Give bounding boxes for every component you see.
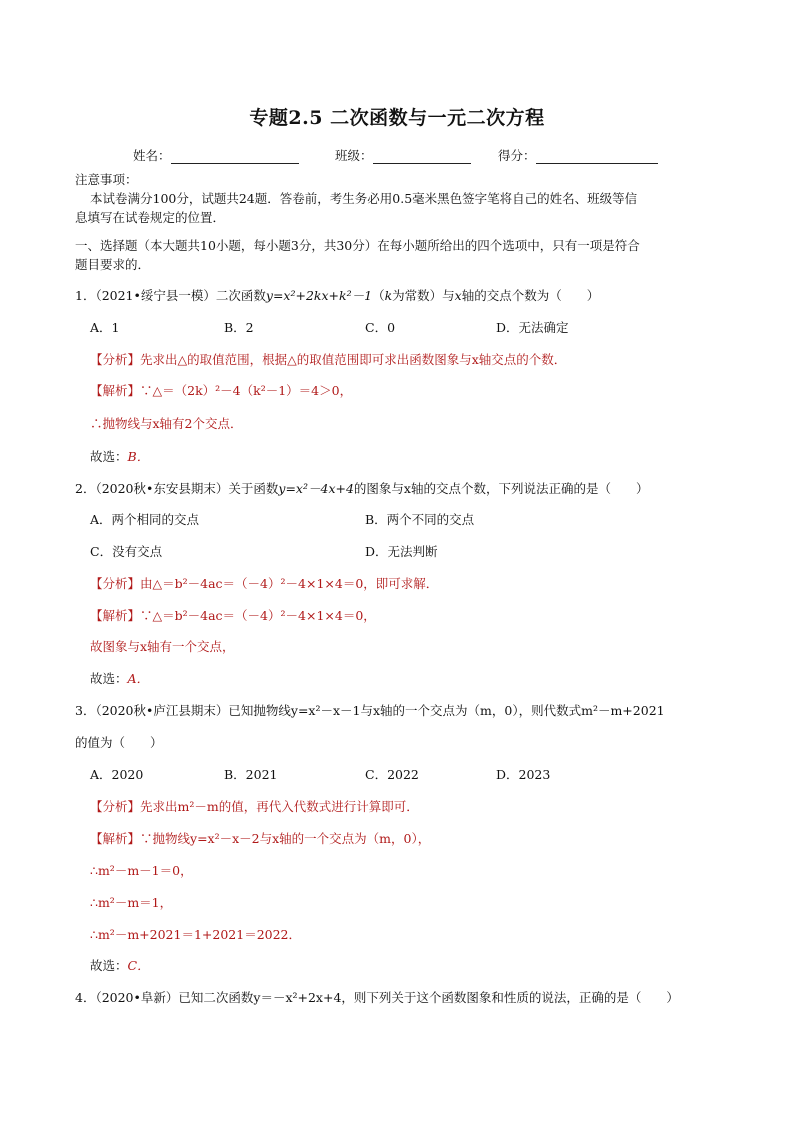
q1-stem bbox=[75, 288, 599, 304]
q3-step-1: ∴m²－m－1＝0， bbox=[90, 863, 193, 878]
class-blank[interactable] bbox=[373, 150, 471, 164]
q2-stem-formula: y=x²－4x+4 bbox=[278, 481, 354, 496]
q3-analysis-text: 先求出m²－m的值，再代入代数式进行计算即可． bbox=[140, 799, 419, 814]
q3-option-a[interactable]: A．2020 bbox=[90, 767, 144, 782]
q3-solution-tag: 【解析】 bbox=[90, 831, 141, 846]
q2-option-d[interactable]: D．无法判断 bbox=[365, 544, 438, 559]
q3-stem-line-1: 3．（2020秋•庐江县期末）已知抛物线y=x²－x－1与x轴的一个交点为（m，0），则代数式m²－m+2021 bbox=[75, 703, 665, 718]
q2-option-c[interactable]: C．没有交点 bbox=[90, 544, 163, 559]
q2-stem bbox=[75, 481, 648, 497]
q1-solution-tag: 【解析】 bbox=[90, 383, 141, 398]
q3-solution-text: ∵抛物线y=x²－x－2与x轴的一个交点为（m，0）， bbox=[140, 831, 431, 846]
section-heading-line-1: 一、选择题（本大题共10小题，每小题3分，共30分）在每小题所给出的四个选项中，只有一项是符合 bbox=[75, 238, 640, 253]
class-field[interactable] bbox=[335, 146, 471, 164]
notice-line-2: 息填写在试卷规定的位置． bbox=[75, 210, 226, 225]
q1-stem-prefix: 1．（2021•绥宁县一模）二次函数 bbox=[75, 288, 266, 303]
q1-option-a[interactable]: A．1 bbox=[90, 320, 120, 335]
q1-analysis bbox=[90, 352, 566, 368]
q2-option-b[interactable]: B．两个不同的交点 bbox=[365, 512, 475, 527]
score-label: 得分： bbox=[498, 148, 536, 163]
q3-answer-value: C． bbox=[127, 958, 150, 973]
name-field[interactable] bbox=[133, 146, 299, 164]
q2-stem-suffix: 的图象与x轴的交点个数，下列说法正确的是（ ） bbox=[353, 481, 649, 496]
q3-answer-prefix: 故选： bbox=[90, 958, 128, 973]
q3-step-2: ∴m²－m＝1， bbox=[90, 895, 173, 910]
q1-solution bbox=[90, 383, 352, 399]
page-title: 专题2.5 二次函数与一元二次方程 bbox=[249, 107, 545, 129]
q3-option-b[interactable]: B．2021 bbox=[224, 767, 278, 782]
q3-option-d[interactable]: D．2023 bbox=[496, 767, 551, 782]
q3-answer bbox=[90, 958, 150, 974]
q3-solution bbox=[90, 831, 430, 847]
q2-step-1: 故图象与x轴有一个交点， bbox=[90, 639, 235, 654]
q1-stem-k: k bbox=[384, 288, 393, 303]
q3-analysis bbox=[90, 799, 419, 815]
q2-analysis-tag: 【分析】 bbox=[90, 576, 141, 591]
q2-stem-prefix: 2．（2020秋•东安县期末）关于函数 bbox=[75, 481, 279, 496]
section-heading-line-2: 题目要求的． bbox=[75, 257, 151, 272]
q3-option-c[interactable]: C．2022 bbox=[365, 767, 419, 782]
q1-option-d[interactable]: D．无法确定 bbox=[496, 320, 569, 335]
q2-solution bbox=[90, 608, 376, 624]
name-blank[interactable] bbox=[171, 150, 299, 164]
q1-analysis-tag: 【分析】 bbox=[90, 352, 141, 367]
q4-stem: 4．（2020•阜新）已知二次函数y＝－x²+2x+4，则下列关于这个函数图象和性质的说法，正确的是（ ） bbox=[75, 990, 679, 1005]
notice-line-1: 本试卷满分100分，试题共24题．答卷前，考生务必用0.5毫米黑色签字笔将自己的姓名、班级等信 bbox=[90, 191, 638, 206]
q2-analysis bbox=[90, 576, 438, 592]
class-label: 班级： bbox=[335, 148, 373, 163]
q3-step-3: ∴m²－m+2021＝1+2021＝2022． bbox=[90, 927, 302, 942]
q2-solution-text: ∵△＝b²－4ac＝（－4）²－4×1×4＝0， bbox=[140, 608, 376, 623]
q1-option-b[interactable]: B．2 bbox=[224, 320, 254, 335]
q2-answer-prefix: 故选： bbox=[90, 671, 128, 686]
q2-answer-value: A． bbox=[127, 671, 150, 686]
q3-stem-line-2: 的值为（ ） bbox=[75, 735, 163, 750]
q1-answer-value: B． bbox=[127, 449, 150, 464]
name-label: 姓名： bbox=[133, 148, 171, 163]
q2-answer bbox=[90, 671, 149, 687]
q1-step-1: ∴抛物线与x轴有2个交点． bbox=[90, 416, 243, 431]
q3-analysis-tag: 【分析】 bbox=[90, 799, 141, 814]
q2-solution-tag: 【解析】 bbox=[90, 608, 141, 623]
q1-stem-mid: （ bbox=[372, 288, 385, 303]
q1-analysis-text: 先求出△的取值范围，根据△的取值范围即可求出函数图象与x轴交点的个数． bbox=[140, 352, 567, 367]
q2-analysis-text: 由△＝b²－4ac＝（－4）²－4×1×4＝0，即可求解． bbox=[140, 576, 439, 591]
q1-stem-formula: y=x²+2kx+k²－1 bbox=[265, 288, 373, 303]
score-blank[interactable] bbox=[536, 150, 658, 164]
q1-answer-prefix: 故选： bbox=[90, 449, 128, 464]
q1-solution-text: ∵△＝（2k）²－4（k²－1）＝4＞0， bbox=[140, 383, 353, 398]
q1-option-c[interactable]: C．0 bbox=[365, 320, 396, 335]
q1-stem-x: x bbox=[454, 288, 462, 303]
q1-stem-after-k: 为常数）与 bbox=[392, 288, 455, 303]
q1-stem-suffix: 轴的交点个数为（ ） bbox=[461, 288, 600, 303]
notice-heading: 注意事项： bbox=[75, 172, 138, 187]
q2-option-a[interactable]: A．两个相同的交点 bbox=[90, 512, 200, 527]
q1-answer bbox=[90, 449, 149, 465]
score-field[interactable] bbox=[498, 146, 658, 164]
